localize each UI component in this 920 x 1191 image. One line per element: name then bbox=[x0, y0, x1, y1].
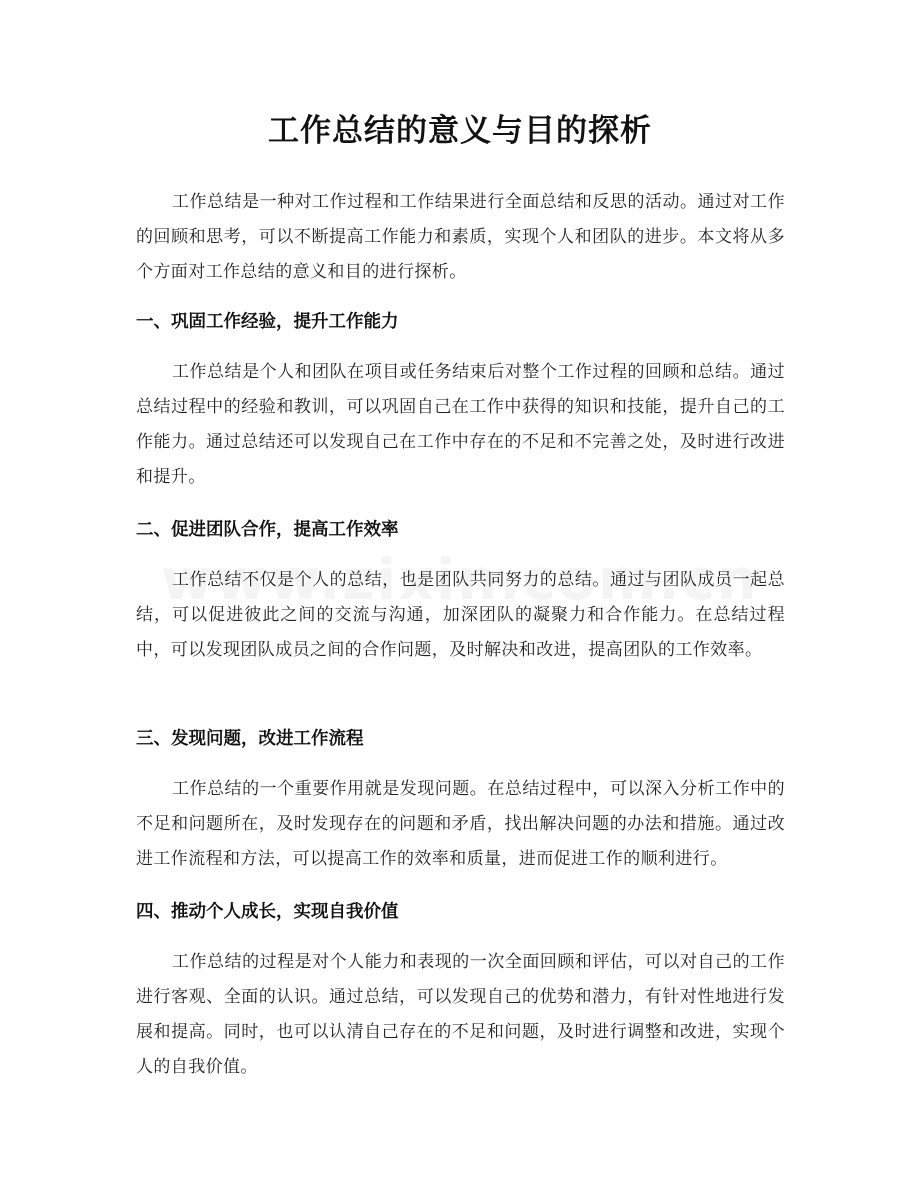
intro-paragraph: 工作总结是一种对工作过程和工作结果进行全面总结和反思的活动。通过对工作的回顾和思考，可以不断提高工作能力和素质，实现个人和团队的进步。本文将从多个方面对工作总结的意义和目的进行探析。 bbox=[136, 192, 785, 282]
document-title: 工作总结的意义与目的探析 bbox=[268, 113, 652, 149]
section-heading-2: 二、促进团队合作，提高工作效率 bbox=[136, 520, 399, 540]
section-body-1: 工作总结是个人和团队在项目或任务结束后对整个工作过程的回顾和总结。通过总结过程中的经验和教训，可以巩固自己在工作中获得的知识和技能，提升自己的工作能力。通过总结还可以发现自己在工作中存在的不足和不完善之处，及时进行改进和提升。 bbox=[136, 362, 785, 487]
section-body-4: 工作总结的过程是对个人能力和表现的一次全面回顾和评估，可以对自己的工作进行客观、全面的认识。通过总结，可以发现自己的优势和潜力，有针对性地进行发展和提高。同时，也可以认清自己存在的不足和问题，及时进行调整和改进，实现个人的自我价值。 bbox=[136, 952, 785, 1077]
section-heading-1: 一、巩固工作经验，提升工作能力 bbox=[136, 312, 399, 332]
section-body-2: 工作总结不仅是个人的总结，也是团队共同努力的总结。通过与团队成员一起总结，可以促进彼此之间的交流与沟通，加深团队的凝聚力和合作能力。在总结过程中，可以发现团队成员之间的合作问题，及时解决和改进，提高团队的工作效率。 bbox=[136, 570, 785, 660]
section-heading-4: 四、推动个人成长，实现自我价值 bbox=[136, 902, 399, 922]
section-body-3: 工作总结的一个重要作用就是发现问题。在总结过程中，可以深入分析工作中的不足和问题所在，及时发现存在的问题和矛盾，找出解决问题的办法和措施。通过改进工作流程和方法，可以提高工作的效率和质量，进而促进工作的顺利进行。 bbox=[136, 779, 785, 869]
section-heading-3: 三、发现问题，改进工作流程 bbox=[136, 729, 364, 749]
